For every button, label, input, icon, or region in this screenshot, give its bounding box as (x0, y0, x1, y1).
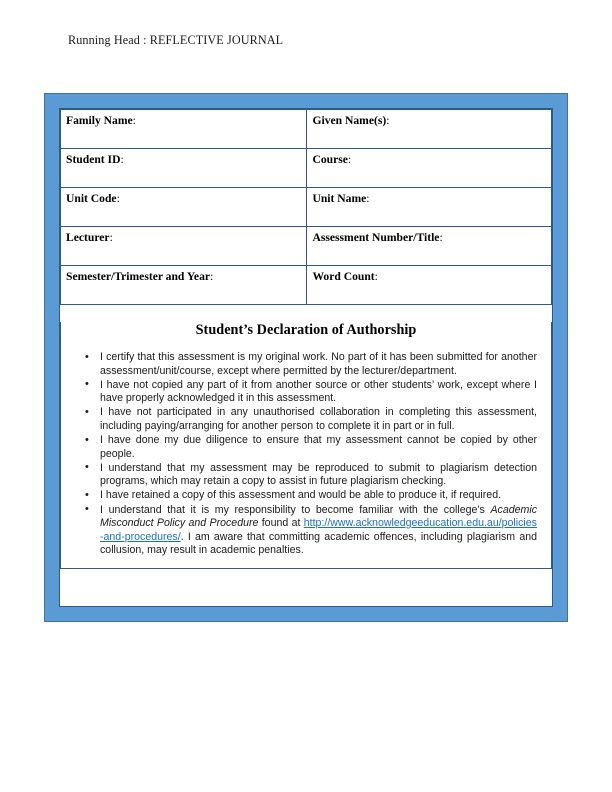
list-item (83, 489, 537, 503)
field-label-lecturer (66, 231, 306, 244)
field-label-text: Lecturer (66, 231, 110, 244)
running-head (68, 33, 283, 48)
field-label-text: Word Count (312, 270, 375, 283)
running-head-label: Running Head (68, 33, 140, 47)
table-row (61, 266, 552, 305)
running-head-title: REFLECTIVE JOURNAL (149, 33, 284, 47)
label-colon: : (132, 114, 136, 127)
declaration-bullet-text: I have retained a copy of this assessment and would be able to produce it, if required. (100, 489, 502, 502)
label-colon: : (347, 153, 352, 166)
declaration-bullet-text: I understand that my assessment may be reproduced to submit to plagiarism detection programs, which may retain a copy to assist in future plagiarism checking. (100, 461, 537, 488)
field-cell-student-id[interactable] (61, 149, 307, 188)
label-colon: : (109, 231, 113, 244)
label-colon: : (439, 231, 443, 244)
label-colon: : (374, 270, 378, 283)
field-label-text: Course (312, 153, 348, 166)
label-colon: : (210, 270, 214, 283)
declaration-section (60, 322, 552, 569)
blue-frame-border (44, 93, 568, 622)
table-row (61, 188, 552, 227)
field-label-unit-code (66, 192, 306, 205)
table-row (61, 110, 552, 149)
field-label-given-names (312, 114, 551, 127)
declaration-bullet-list (61, 351, 551, 568)
list-item (83, 406, 537, 433)
field-cell-course[interactable] (307, 149, 552, 188)
list-item (83, 351, 537, 378)
declaration-heading: Student’s Declaration of Authorship (195, 322, 417, 338)
policy-text-after: . I am aware that committing academic offences, including plagiarism and collusion, may result in academic penalties. (100, 530, 537, 557)
field-label-text: Unit Name (312, 192, 367, 205)
field-cell-assessment-number-title[interactable] (307, 227, 552, 266)
field-label-unit-name (312, 192, 551, 205)
field-cell-unit-name[interactable] (307, 188, 552, 227)
field-label-text: Student ID (66, 153, 121, 166)
field-label-family-name (66, 114, 306, 127)
cover-information-table (60, 109, 552, 305)
label-colon: : (120, 153, 124, 166)
label-colon: : (116, 192, 120, 205)
list-item (83, 379, 537, 406)
field-label-text: Given Name(s) (312, 114, 387, 127)
field-label-text: Semester/Trimester and Year (66, 270, 211, 283)
list-item-policy (83, 504, 537, 558)
field-label-student-id (66, 153, 306, 166)
policy-procedures-link[interactable]: http://www.acknowledgeeducation.edu.au/policies-and-procedures/ (100, 517, 537, 543)
field-cell-unit-code[interactable] (61, 188, 307, 227)
field-label-word-count (312, 270, 551, 283)
table-row (61, 227, 552, 266)
cover-sheet-panel (59, 108, 553, 607)
table-row (61, 149, 552, 188)
field-label-course (312, 153, 551, 166)
policy-document-title: Academic Misconduct Policy and Procedure (100, 503, 537, 530)
field-cell-word-count[interactable] (307, 266, 552, 305)
field-label-text: Assessment Number/Title (312, 231, 440, 244)
field-label-assessment-number-title (312, 231, 551, 244)
policy-text-found-at: found at (258, 517, 304, 530)
field-cell-given-names[interactable] (307, 110, 552, 149)
declaration-bullet-text: I have done my due diligence to ensure that my assessment cannot be copied by other people. (100, 434, 537, 460)
field-label-semester-trimester-year (66, 270, 306, 283)
declaration-bullet-text: I certify that this assessment is my original work. No part of it has been submitted for another assessment/unit/course, except where permitted by the lecturer/department. (100, 351, 537, 377)
policy-text-before: I understand that it is my responsibility to become familiar with the college’s (100, 503, 491, 516)
declaration-bullet-text: I have not participated in any unauthorised collaboration in completing this assessment, including paying/arranging for another person to complete it in part or in full. (100, 406, 537, 432)
field-cell-lecturer[interactable] (61, 227, 307, 266)
label-colon: : (366, 192, 370, 205)
field-label-text: Unit Code (66, 192, 117, 205)
list-item (83, 462, 537, 489)
running-head-separator: : (139, 33, 150, 47)
declaration-bullet-text: I have not copied any part of it from another source or other students’ work, except where I have properly acknowledged it in this assessment. (100, 378, 537, 405)
list-item (83, 434, 537, 461)
field-cell-semester-trimester-year[interactable] (61, 266, 307, 305)
label-colon: : (386, 114, 390, 127)
field-label-text: Family Name (66, 114, 133, 127)
field-cell-family-name[interactable] (61, 110, 307, 149)
